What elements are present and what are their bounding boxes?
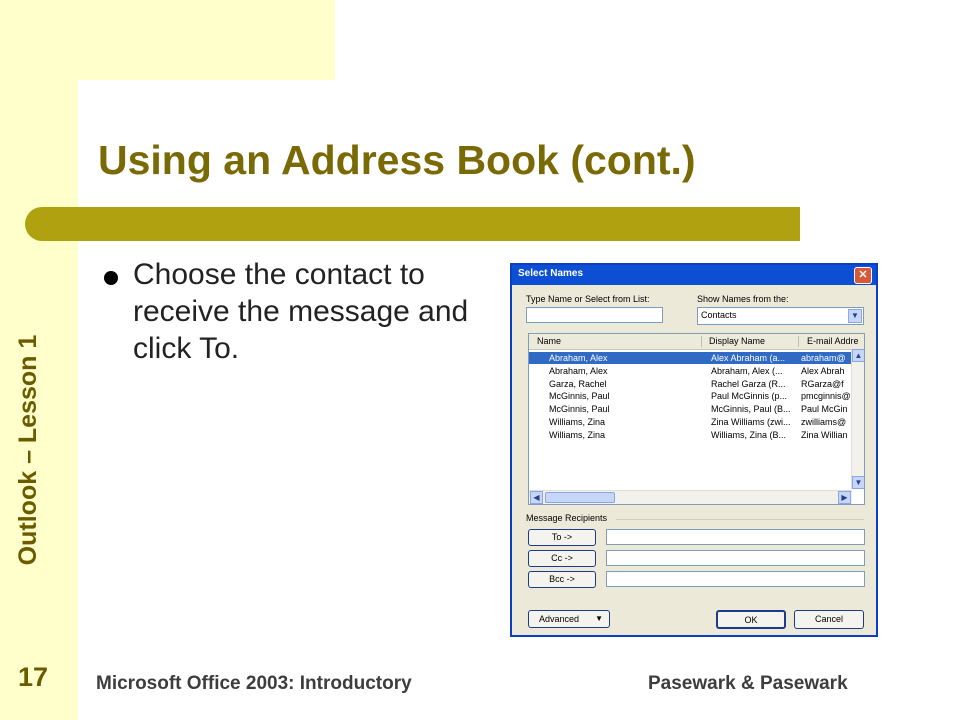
address-book-value: Contacts: [701, 310, 737, 320]
contact-email: Paul McGin: [801, 404, 848, 415]
contact-display-name: McGinnis, Paul (B...: [711, 404, 791, 415]
slide-number: 17: [18, 662, 49, 692]
advanced-button[interactable]: [528, 610, 610, 628]
contact-display-name: Williams, Zina (B...: [711, 429, 787, 440]
column-header-email[interactable]: E-mail Addre: [807, 336, 859, 346]
show-names-label: Show Names from the:: [697, 294, 789, 304]
column-divider[interactable]: [701, 336, 702, 347]
contact-name: Williams, Zina: [549, 429, 606, 440]
caret-down-icon: ▼: [595, 614, 603, 623]
chevron-down-icon[interactable]: ▼: [848, 309, 862, 323]
contact-row[interactable]: [529, 352, 852, 364]
list-header: [529, 334, 864, 350]
slide-title: Using an Address Book (cont.): [98, 137, 696, 183]
contact-display-name: Abraham, Alex (...: [711, 365, 783, 376]
footer-course: Microsoft Office 2003: Introductory: [96, 673, 412, 694]
horizontal-scrollbar[interactable]: [529, 490, 852, 504]
contact-email: Zina Willian: [801, 429, 848, 440]
ok-button[interactable]: OK: [716, 610, 786, 629]
contact-row[interactable]: [529, 416, 852, 428]
contact-row[interactable]: [529, 390, 852, 402]
cancel-button[interactable]: Cancel: [794, 610, 864, 629]
select-names-dialog: [510, 263, 878, 637]
contact-email: RGarza@f: [801, 378, 844, 389]
contacts-list[interactable]: [528, 333, 865, 505]
bcc-field[interactable]: [606, 571, 865, 587]
type-name-label: Type Name or Select from List:: [526, 294, 650, 304]
dialog-title: Select Names: [518, 268, 584, 279]
contact-name: Williams, Zina: [549, 417, 606, 427]
contact-email: zwilliams@: [801, 417, 847, 427]
cc-button[interactable]: Cc ->: [528, 550, 596, 567]
scroll-right-icon[interactable]: ▶: [838, 491, 851, 504]
lesson-side-label: Outlook – Lesson 1: [14, 334, 42, 566]
scroll-down-icon[interactable]: ▼: [852, 476, 865, 489]
contact-email: abraham@: [801, 353, 846, 363]
contact-name: McGinnis, Paul: [549, 404, 610, 415]
scroll-left-icon[interactable]: ◀: [530, 491, 543, 504]
bcc-button[interactable]: Bcc ->: [528, 571, 596, 588]
vertical-scrollbar[interactable]: [851, 349, 864, 489]
title-underline-bar: [25, 207, 800, 241]
contact-email: pmcginnis@: [801, 391, 851, 402]
contact-name: Abraham, Alex: [549, 353, 608, 363]
to-button[interactable]: To ->: [528, 529, 596, 546]
column-header-name[interactable]: Name: [537, 336, 562, 346]
column-divider[interactable]: [798, 336, 799, 347]
to-field[interactable]: [606, 529, 865, 545]
contact-display-name: Paul McGinnis (p...: [711, 391, 788, 402]
contact-name: Garza, Rachel: [549, 378, 607, 389]
column-header-display-name[interactable]: Display Name: [709, 336, 766, 346]
scroll-thumb[interactable]: [545, 492, 615, 503]
bullet-icon: [104, 271, 118, 285]
message-recipients-label: Message Recipients: [526, 513, 608, 523]
contact-row[interactable]: [529, 378, 852, 390]
close-icon[interactable]: ✕: [854, 267, 872, 284]
footer-authors: Pasewark & Pasewark: [648, 673, 848, 694]
address-book-dropdown[interactable]: [697, 307, 864, 325]
contact-display-name: Alex Abraham (a...: [711, 353, 786, 363]
bullet-text: Choose the contact to receive the message and click To.: [133, 258, 469, 365]
type-name-input[interactable]: [526, 307, 663, 323]
contact-row[interactable]: [529, 365, 852, 377]
contact-name: McGinnis, Paul: [549, 391, 610, 402]
contact-display-name: Rachel Garza (R...: [711, 378, 786, 389]
contact-row[interactable]: [529, 403, 852, 415]
contact-row[interactable]: [529, 429, 852, 441]
cc-field[interactable]: [606, 550, 865, 566]
contact-name: Abraham, Alex: [549, 365, 608, 376]
scroll-up-icon[interactable]: ▲: [852, 349, 865, 362]
group-divider: [616, 519, 864, 520]
advanced-label: Advanced: [539, 614, 580, 624]
contact-email: Alex Abrah: [801, 365, 845, 376]
contact-display-name: Zina Williams (zwi...: [711, 417, 791, 427]
dialog-titlebar[interactable]: [512, 265, 876, 285]
